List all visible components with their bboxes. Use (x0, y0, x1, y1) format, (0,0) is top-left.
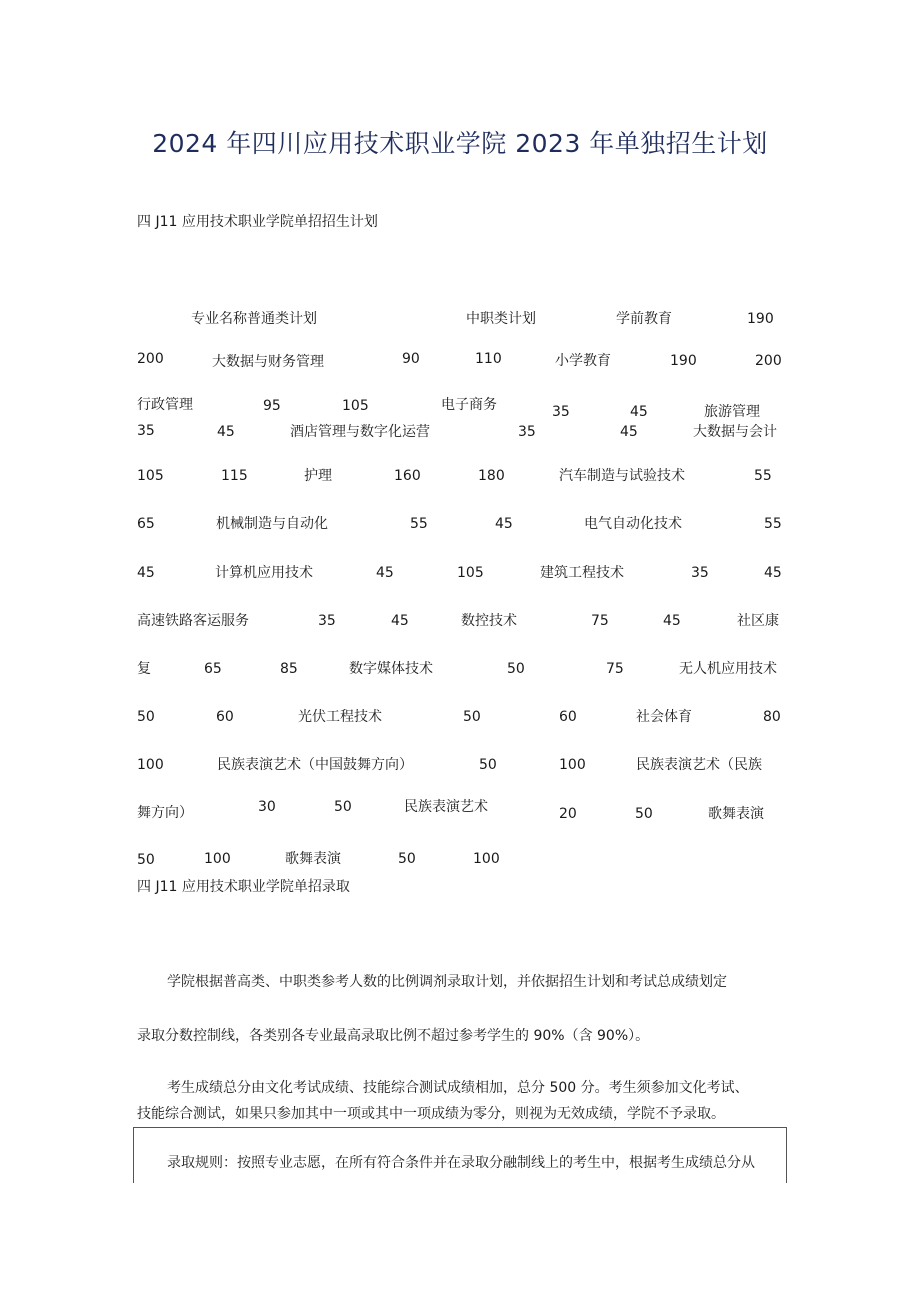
table-cell: 计算机应用技术 (215, 565, 313, 581)
table-cell: 民族表演艺术 (404, 799, 488, 815)
table-cell: 80 (763, 709, 781, 725)
table-cell: 35 (137, 423, 155, 439)
table-cell: 65 (137, 516, 155, 532)
paragraph-line: 录取分数控制线，各类别各专业最高录取比例不超过参考学生的 90%（含 90%）。 (137, 1028, 650, 1044)
table-cell: 75 (591, 613, 609, 629)
table-cell: 大数据与财务管理 (212, 354, 324, 370)
table-cell: 歌舞表演 (708, 806, 764, 822)
table-cell: 200 (755, 353, 782, 369)
table-cell: 45 (764, 565, 782, 581)
table-cell: 35 (318, 613, 336, 629)
table-cell: 50 (479, 757, 497, 773)
table-cell: 105 (457, 565, 484, 581)
table-cell: 45 (376, 565, 394, 581)
table-cell: 民族表演艺术（中国鼓舞方向） (217, 757, 413, 773)
table-cell: 酒店管理与数字化运营 (290, 424, 430, 440)
paragraph-line: 录取规则：按照专业志愿，在所有符合条件并在录取分融制线上的考生中，根据考生成绩总分从 (167, 1155, 755, 1171)
table-cell: 65 (204, 661, 222, 677)
table-cell: 35 (691, 565, 709, 581)
table-cell: 高速铁路客运服务 (137, 613, 249, 629)
table-cell: 数字媒体技术 (349, 661, 433, 677)
table-cell: 115 (221, 468, 248, 484)
table-cell: 50 (635, 806, 653, 822)
table-cell: 35 (518, 424, 536, 440)
table-cell: 45 (663, 613, 681, 629)
table-cell: 50 (334, 799, 352, 815)
table-cell: 45 (217, 424, 235, 440)
table-cell: 45 (495, 516, 513, 532)
table-cell: 50 (507, 661, 525, 677)
table-cell: 45 (630, 404, 648, 420)
table-cell: 30 (258, 799, 276, 815)
table-cell: 无人机应用技术 (679, 661, 777, 677)
table-cell: 行政管理 (137, 397, 193, 413)
table-cell: 100 (473, 851, 500, 867)
table-cell: 95 (263, 398, 281, 414)
table-cell: 190 (747, 311, 774, 327)
table-cell: 100 (559, 757, 586, 773)
table-cell: 50 (463, 709, 481, 725)
table-cell: 民族表演艺术（民族 (636, 757, 762, 773)
page-title: 2024 年四川应用技术职业学院 2023 年单独招生计划 (152, 129, 768, 158)
paragraph-line: 技能综合测试，如果只参加其中一项或其中一项成绩为零分，则视为无效成绩，学院不予录取。 (137, 1106, 725, 1122)
table-cell: 社区康 (737, 613, 779, 629)
table-cell: 旅游管理 (704, 404, 760, 420)
table-cell: 190 (670, 353, 697, 369)
table-cell: 75 (606, 661, 624, 677)
table-cell: 100 (204, 851, 231, 867)
table-cell: 105 (342, 398, 369, 414)
table-cell: 60 (216, 709, 234, 725)
table-cell: 专业名称普通类计划 (191, 311, 317, 327)
section-heading-plan: 四 J11 应用技术职业学院单招招生计划 (137, 214, 378, 230)
table-cell: 电子商务 (441, 397, 497, 413)
table-cell: 105 (137, 468, 164, 484)
table-cell: 建筑工程技术 (540, 565, 624, 581)
table-cell: 20 (559, 806, 577, 822)
table-cell: 50 (398, 851, 416, 867)
table-cell: 学前教育 (616, 311, 672, 327)
table-cell: 舞方向） (137, 805, 193, 821)
table-cell: 50 (137, 852, 155, 868)
table-cell: 100 (137, 757, 164, 773)
table-cell: 大数据与会计 (693, 424, 777, 440)
table-cell: 机械制造与自动化 (216, 516, 328, 532)
table-cell: 光伏工程技术 (298, 709, 382, 725)
section-heading-admission: 四 J11 应用技术职业学院单招录取 (137, 879, 350, 895)
table-cell: 社会体育 (636, 709, 692, 725)
table-cell: 90 (402, 351, 420, 367)
table-cell: 45 (620, 424, 638, 440)
table-cell: 小学教育 (555, 353, 611, 369)
table-cell: 护理 (304, 468, 332, 484)
table-cell: 复 (137, 661, 151, 677)
table-cell: 180 (478, 468, 505, 484)
table-cell: 数控技术 (461, 613, 517, 629)
paragraph-line: 考生成绩总分由文化考试成绩、技能综合测试成绩相加，总分 500 分。考生须参加文化考试、 (167, 1080, 749, 1096)
table-cell: 35 (552, 404, 570, 420)
table-cell: 200 (137, 351, 164, 367)
table-cell: 电气自动化技术 (584, 516, 682, 532)
table-cell: 110 (475, 351, 502, 367)
table-cell: 160 (394, 468, 421, 484)
table-cell: 55 (410, 516, 428, 532)
table-cell: 45 (137, 565, 155, 581)
table-cell: 45 (391, 613, 409, 629)
table-cell: 中职类计划 (466, 311, 536, 327)
table-cell: 60 (559, 709, 577, 725)
paragraph-line: 学院根据普高类、中职类参考人数的比例调剂录取计划，并依据招生计划和考试总成绩划定 (167, 974, 727, 990)
table-cell: 55 (764, 516, 782, 532)
table-cell: 85 (280, 661, 298, 677)
table-cell: 歌舞表演 (285, 851, 341, 867)
table-cell: 汽车制造与试验技术 (559, 468, 685, 484)
table-cell: 50 (137, 709, 155, 725)
table-cell: 55 (754, 468, 772, 484)
